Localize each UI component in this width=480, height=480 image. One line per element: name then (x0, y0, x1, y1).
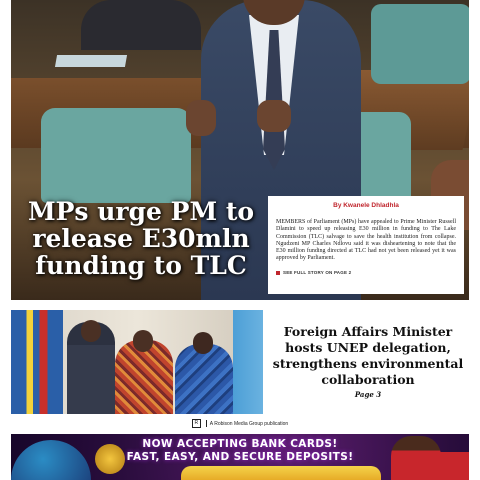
lead-article-box (268, 196, 464, 294)
second-story-headline[interactable]: Foreign Affairs Minister hosts UNEP delegation, strengthens environmental collaboration (272, 324, 464, 387)
publisher-text: A Robison Media Group publication (209, 420, 289, 427)
divider (206, 420, 207, 427)
publisher-line (0, 419, 480, 428)
see-full-story-label: SEE FULL STORY ON PAGE 2 (283, 269, 352, 275)
red-square-icon (276, 271, 280, 275)
publisher-logo-icon: R (192, 419, 201, 428)
lead-headline[interactable]: MPs urge PM to release E30mln funding to TLC (27, 197, 255, 280)
advert-line-2: FAST, EASY, AND SECURE DEPOSITS! (126, 451, 354, 463)
see-full-story-link[interactable] (276, 270, 456, 275)
second-story-photo (11, 310, 263, 414)
second-story[interactable] (272, 324, 464, 399)
advert-line-1: NOW ACCEPTING BANK CARDS! (142, 438, 338, 450)
brand-logo-graphic (181, 466, 381, 480)
article-body: MEMBERS of Parliament (MPs) have appealed to Prime Minister Russell Dlamini to speed up releasing E30 million in funding to The Lake Commission (TLC) salvage to save the health institution from collapse. Ngudzeni MP Charles Ndlovu said it was disheartening to note that the E30 million funding directed at TLC had not yet been released yet it was approved by Parliament. (276, 219, 456, 262)
second-story-page-ref: Page 3 (354, 390, 382, 399)
byline: By Kwanele Dhladhla (333, 202, 399, 209)
